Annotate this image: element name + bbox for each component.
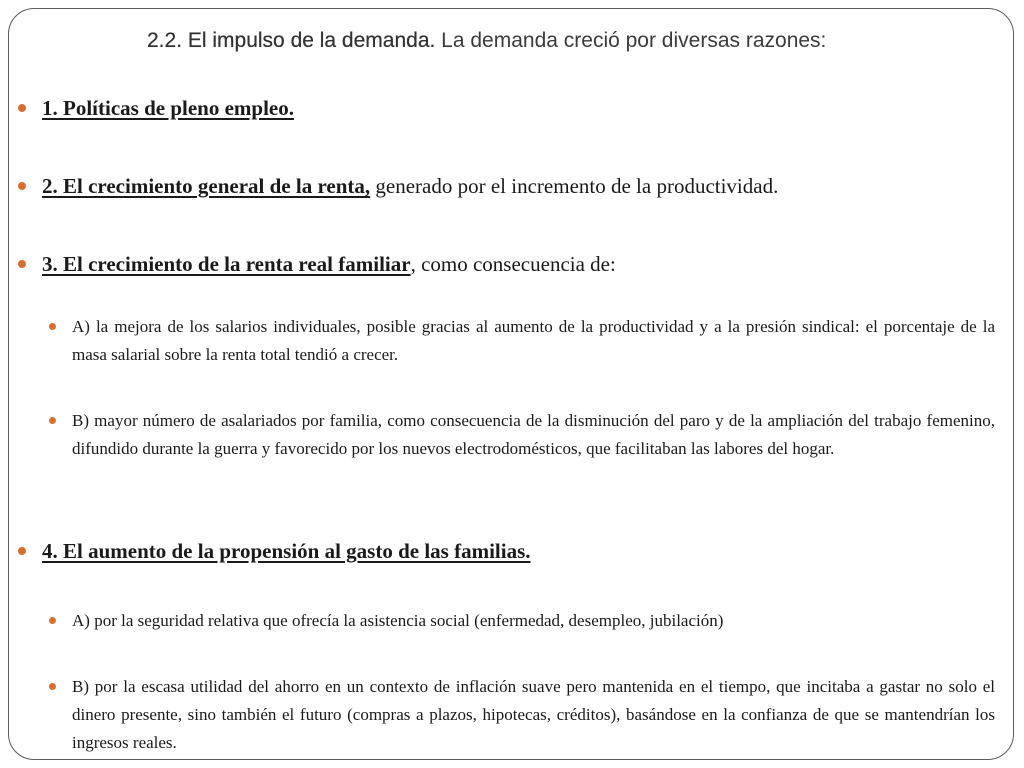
bullet-dot-icon bbox=[18, 260, 26, 268]
list-item-point-3 bbox=[42, 251, 1002, 277]
list-item-point-4 bbox=[42, 538, 1002, 564]
list-item-subpoint-4b bbox=[72, 673, 995, 757]
slide-title-rest: La demanda creció por diversas razones: bbox=[435, 29, 827, 52]
list-item-subpoint-4a bbox=[72, 607, 995, 635]
subpoint-text: A) la mejora de los salarios individuales, posible gracias al aumento de la productividad y a la presión sindical: el porcentaje de la masa salarial sobre la renta total tendió a crecer. bbox=[72, 317, 995, 364]
point-text: generado por el incremento de la productividad. bbox=[370, 174, 779, 198]
bullet-dot-icon bbox=[49, 323, 56, 330]
point-text: , como consecuencia de: bbox=[410, 252, 616, 276]
list-item-point-2 bbox=[42, 173, 1002, 199]
point-heading: 3. El crecimiento de la renta real familiar bbox=[42, 252, 411, 276]
slide-title-lead: 2.2. El impulso de la demanda. bbox=[147, 29, 436, 52]
bullet-dot-icon bbox=[18, 104, 26, 112]
list-item-subpoint-3b bbox=[72, 407, 995, 463]
slide-content bbox=[9, 9, 1014, 760]
bullet-dot-icon bbox=[18, 547, 26, 555]
slide-frame bbox=[8, 8, 1014, 760]
list-item-subpoint-3a bbox=[72, 313, 995, 369]
point-heading: 1. Políticas de pleno empleo. bbox=[42, 96, 294, 120]
bullet-dot-icon bbox=[49, 683, 56, 690]
subpoint-text: B) mayor número de asalariados por familia, como consecuencia de la disminución del paro y de la ampliación del trabajo femenino, difundido durante la guerra y favorecido por los nuevos electrodomésticos, que facilitaban las labores del hogar. bbox=[72, 411, 995, 458]
subpoint-text: B) por la escasa utilidad del ahorro en un contexto de inflación suave pero mantenida en el tiempo, que incitaba a gastar no solo el dinero presente, sino también el futuro (compras a plazos, hipotecas, créditos), basándose en la confianza de que se mantendrían los ingresos reales. bbox=[72, 677, 995, 752]
subpoint-text: A) por la seguridad relativa que ofrecía la asistencia social (enfermedad, desempleo, jubilación) bbox=[72, 611, 724, 630]
point-heading: 4. El aumento de la propensión al gasto de las familias. bbox=[42, 539, 531, 563]
list-item-point-1 bbox=[42, 95, 1002, 121]
bullet-dot-icon bbox=[18, 182, 26, 190]
bullet-dot-icon bbox=[49, 617, 56, 624]
bullet-dot-icon bbox=[49, 417, 56, 424]
point-heading: 2. El crecimiento general de la renta, bbox=[42, 174, 371, 198]
